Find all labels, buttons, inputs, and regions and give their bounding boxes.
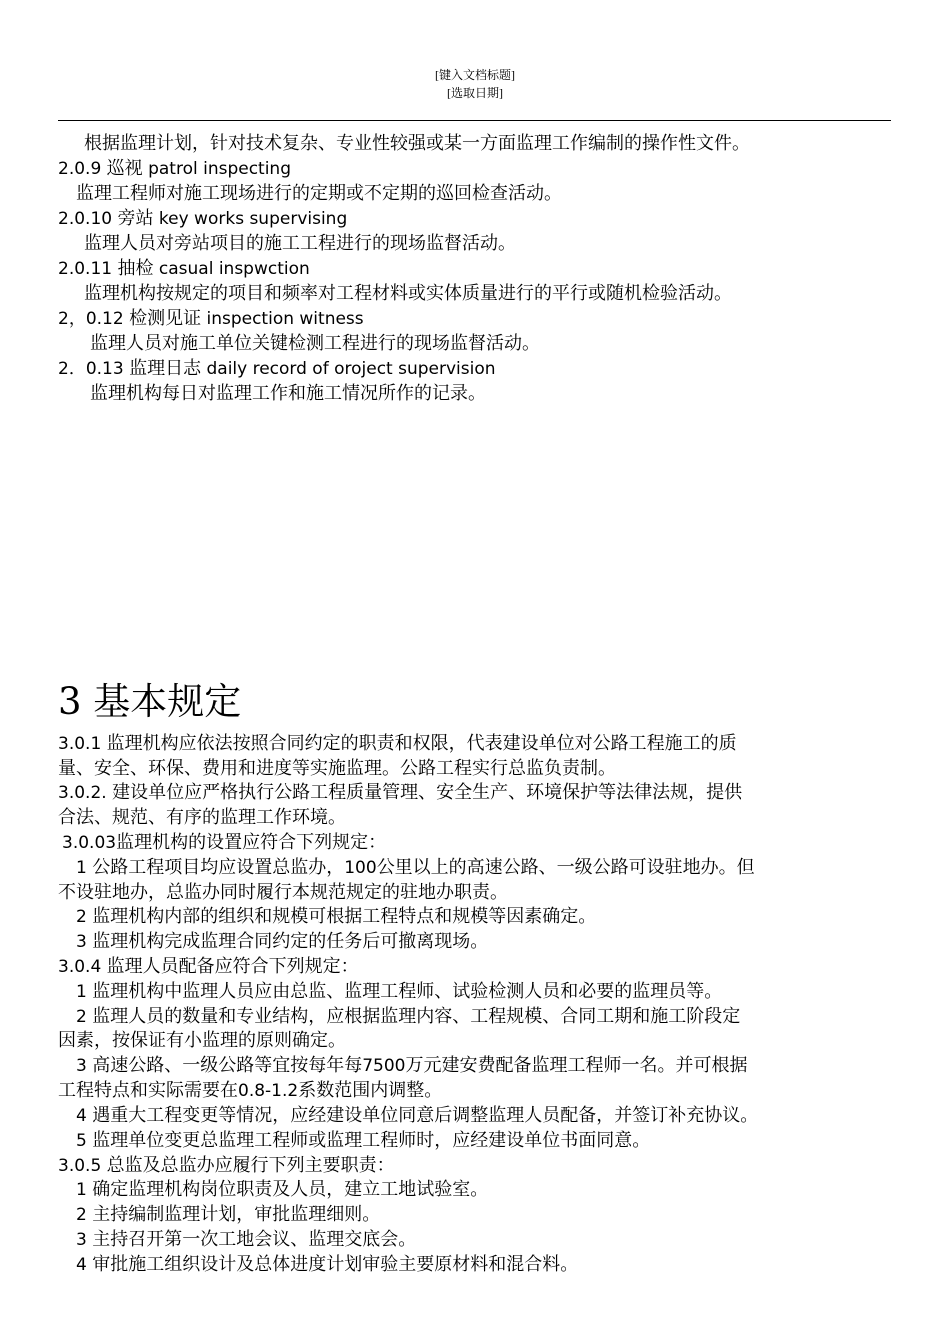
list-item [76, 929, 488, 955]
paragraph-line: 监理机构每日对监理工作和施工情况所作的记录。 [90, 383, 486, 404]
item-text: 高速公路、一级公路等宜按每年每 [92, 1055, 363, 1076]
item-text: 监理单位变更总监理工程师或监理工程师时，应经建设单位书面同意。 [92, 1130, 651, 1151]
term-english: daily record of oroject supervision [201, 359, 496, 379]
item-number: 1 [76, 1180, 93, 1200]
list-item [76, 1177, 488, 1203]
list-item [76, 904, 596, 930]
clause-text: 监理人员配备应符合下列规定： [106, 956, 359, 977]
clause-text: 总监及总监办应履行下列主要职责： [106, 1155, 395, 1176]
item-text: 监理机构完成监理合同约定的任务后可撤离现场。 [92, 931, 489, 952]
clause-line [58, 780, 742, 806]
clause-line: 合法、规范、有序的监理工作环境。 [58, 807, 346, 828]
item-number: 2 [76, 1007, 93, 1027]
item-number: 4 [76, 1106, 93, 1126]
chapter-title: 3 基本规定 [58, 680, 242, 723]
clause-number: 3.0.1 [58, 734, 107, 754]
item-number-inline: 100 [344, 858, 377, 878]
clause-line [58, 1153, 395, 1179]
list-item [76, 1103, 758, 1129]
item-text: 监理人员的数量和专业结构，应根据监理内容、工程规模、合同工期和施工阶段定 [92, 1006, 741, 1027]
list-item-continuation: 因素，按保证有小监理的原则确定。 [58, 1030, 346, 1051]
clause-line: 量、安全、环保、费用和进度等实施监理。公路工程实行总监负责制。 [58, 758, 616, 779]
list-item-continuation [58, 1078, 442, 1104]
clause-text: 监理机构应依法按照合同约定的职责和权限，代表建设单位对公路工程施工的质 [106, 733, 737, 754]
clause-number: 3.0.2. [58, 783, 113, 803]
list-item [76, 1227, 416, 1253]
paragraph-line: 监理机构按规定的项目和频率对工程材料或实体质量进行的平行或随机检验活动。 [84, 283, 732, 304]
item-text: 确定监理机构岗位职责及人员，建立工地试验室。 [92, 1179, 489, 1200]
definition-heading [58, 306, 364, 332]
paragraph-line: 监理人员对旁站项目的施工工程进行的现场监督活动。 [84, 233, 516, 254]
list-item [76, 1053, 748, 1079]
item-text: 工程特点和实际需要在 [58, 1080, 238, 1101]
list-item [76, 1252, 578, 1278]
term-chinese: 检测见证 [129, 308, 202, 329]
definition-heading [58, 256, 310, 282]
term-english: patrol inspecting [142, 159, 291, 179]
item-number: 3 [76, 1056, 93, 1076]
term-chinese: 旁站 [117, 208, 154, 229]
item-text: 万元建安费配备监理工程师一名。并可根据 [405, 1055, 748, 1076]
item-text: 公路工程项目均应设置总监办， [92, 857, 345, 878]
page-header [0, 66, 950, 102]
item-text: 监理机构中监理人员应由总监、监理工程师、试验检测人员和必要的监理员等。 [92, 981, 723, 1002]
list-item [76, 1004, 740, 1030]
clause-text: 建设单位应严格执行公路工程质量管理、安全生产、环境保护等法律法规，提供 [112, 782, 743, 803]
clause-line [62, 830, 386, 856]
term-english: key works supervising [153, 209, 348, 229]
item-number: 5 [76, 1131, 93, 1151]
clause-number: 2.0.11 [58, 259, 118, 279]
item-text: 公里以上的高速公路、一级公路可设驻地办。但 [376, 857, 755, 878]
clause-number: 2．0.13 [58, 359, 130, 379]
list-item-continuation: 不设驻地办，总监办同时履行本规范规定的驻地办职责。 [58, 882, 508, 903]
paragraph-line: 根据监理计划，针对技术复杂、专业性较强或某一方面监理工作编制的操作性文件。 [84, 133, 750, 154]
list-item [76, 1128, 650, 1154]
item-text: 遇重大工程变更等情况，应经建设单位同意后调整监理人员配备，并签订补充协议。 [92, 1105, 759, 1126]
list-item [76, 979, 722, 1005]
clause-number: 2.0.9 [58, 159, 107, 179]
clause-line [58, 731, 737, 757]
header-title: [键入文档标题] [435, 68, 515, 82]
clause-number: 2.0.10 [58, 209, 118, 229]
term-english: casual inspwction [153, 259, 310, 279]
item-text: 审批施工组织设计及总体进度计划审验主要原材料和混合料。 [92, 1254, 579, 1275]
item-text: 主持编制监理计划，审批监理细则。 [92, 1204, 381, 1225]
term-chinese: 抽检 [117, 258, 154, 279]
item-text: 监理机构内部的组织和规模可根据工程特点和规模等因素确定。 [92, 906, 597, 927]
clause-line [58, 954, 359, 980]
clause-number: 3.0.4 [58, 957, 107, 977]
header-date: [选取日期] [447, 86, 503, 100]
item-number: 1 [76, 858, 93, 878]
clause-number: 3.0.5 [58, 1156, 107, 1176]
definition-heading [58, 206, 347, 232]
list-item [76, 855, 755, 881]
clause-number: 3.0.03 [62, 833, 117, 853]
item-text: 系数范围内调整。 [298, 1080, 443, 1101]
term-english: inspection witness [201, 309, 364, 329]
item-number: 3 [76, 1230, 93, 1250]
term-chinese: 巡视 [106, 158, 143, 179]
definition-heading [58, 356, 496, 382]
term-chinese: 监理日志 [129, 358, 202, 379]
item-number: 4 [76, 1255, 93, 1275]
list-item [76, 1202, 380, 1228]
item-number: 2 [76, 1205, 93, 1225]
item-number-inline: 0.8-1.2 [238, 1081, 299, 1101]
paragraph-line: 监理人员对施工单位关键检测工程进行的现场监督活动。 [90, 333, 540, 354]
definition-heading [58, 156, 291, 182]
paragraph-line: 监理工程师对施工现场进行的定期或不定期的巡回检查活动。 [76, 183, 562, 204]
item-text: 主持召开第一次工地会议、监理交底会。 [92, 1229, 417, 1250]
item-number-inline: 7500 [362, 1056, 406, 1076]
item-number: 1 [76, 982, 93, 1002]
item-number: 2 [76, 907, 93, 927]
clause-number: 2，0.12 [58, 309, 130, 329]
header-divider [58, 120, 891, 121]
item-number: 3 [76, 932, 93, 952]
clause-text: 监理机构的设置应符合下列规定： [116, 832, 387, 853]
